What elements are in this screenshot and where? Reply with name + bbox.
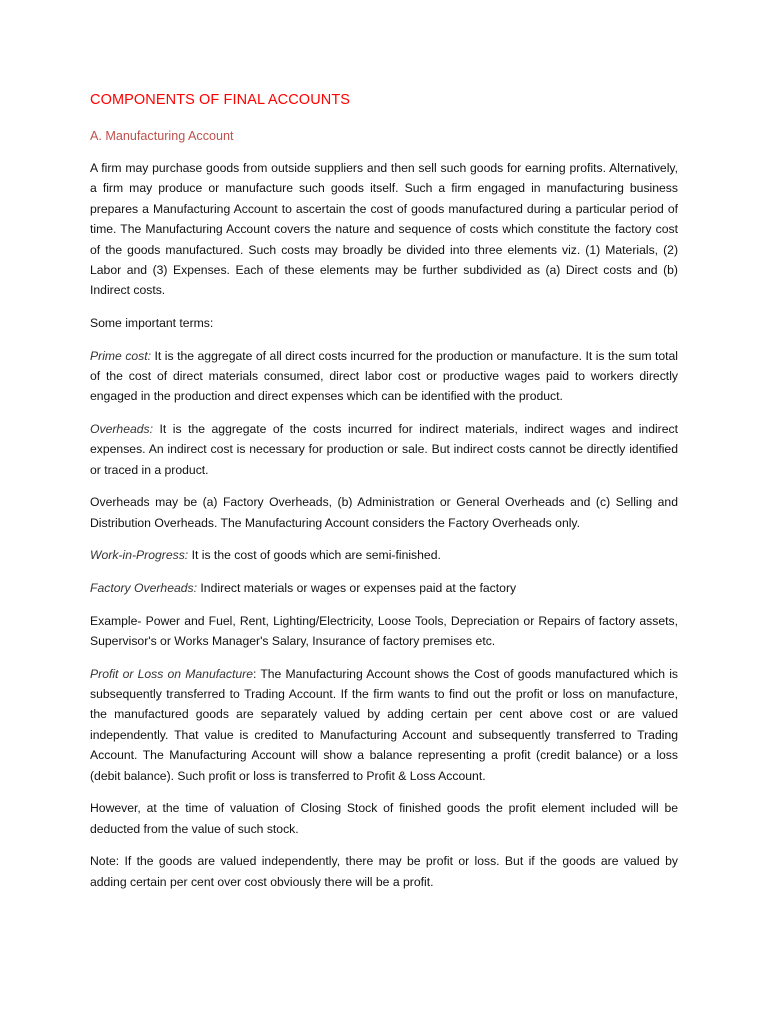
profit-loss-paragraph (90, 664, 678, 786)
overheads-types-paragraph: Overheads may be (a) Factory Overheads, (b) Administration or General Overheads and (c) Selling and Distribution Overheads. The Manufacturing Account considers the Factory Overheads only. (90, 495, 678, 530)
factory-overheads-definition: Indirect materials or wages or expenses paid at the factory (197, 581, 517, 596)
factory-overheads-paragraph (90, 578, 678, 598)
prime-cost-term: Prime cost: (90, 348, 152, 363)
profit-loss-definition: The Manufacturing Account shows the Cost of goods manufactured which is subsequently transferred to Trading Account. If the firm wants to find out the profit or loss on manufacture, the manufactured goods are separately valued by adding certain per cent above cost or are valued independently. That value is credited to Manufacturing Account and subsequently transferred to Trading Account. The Manufacturing Account will show a balance representing a profit (credit balance) or a loss (debit balance). Such profit or loss is transferred to Profit & Loss Account. (90, 666, 678, 783)
prime-cost-paragraph (90, 346, 678, 407)
intro-paragraph: A firm may purchase goods from outside suppliers and then sell such goods for earning profits. Alternatively, a firm may produce or manufacture such goods itself. Such a firm engaged in manufacturing business prepares a Manufacturing Account to ascertain the cost of goods manufactured during a particular period of time. The Manufacturing Account covers the nature and sequence of costs which constitute the factory cost of the goods manufactured. Such costs may broadly be divided into three elements viz. (1) Materials, (2) Labor and (3) Expenses. Each of these elements may be further subdivided as (a) Direct costs and (b) Indirect costs. (90, 161, 678, 298)
closing-stock-paragraph: However, at the time of valuation of Closing Stock of finished goods the profit element included will be deducted from the value of such stock. (90, 801, 678, 836)
section-heading-manufacturing-account: A. Manufacturing Account (90, 129, 234, 143)
example-paragraph: Example- Power and Fuel, Rent, Lighting/Electricity, Loose Tools, Depreciation or Repairs of factory assets, Supervisor's or Works Manager's Salary, Insurance of factory premises etc. (90, 613, 678, 649)
note-paragraph: Note: If the goods are valued independently, there may be profit or loss. But if the goods are valued by adding certain per cent over cost obviously there will be a profit. (90, 854, 678, 889)
wip-definition: It is the cost of goods which are semi-finished. (188, 548, 441, 563)
document-page (90, 88, 678, 904)
wip-term: Work-in-Progress: (90, 548, 189, 563)
overheads-definition: It is the aggregate of the costs incurred for indirect materials, indirect wages and indirect expenses. An indirect cost is necessary for production or sale. But indirect costs cannot be directly identified or traced in a product. (90, 422, 678, 477)
terms-heading: Some important terms: (90, 316, 214, 331)
overheads-term: Overheads: (90, 422, 154, 437)
profit-loss-colon: : (253, 666, 257, 681)
prime-cost-definition: It is the aggregate of all direct costs incurred for the production or manufacture. It is the sum total of the cost of direct materials consumed, direct labor cost or productive wages paid to workers directly engaged in the production and direct expenses which can be identified with the product. (90, 348, 678, 404)
profit-loss-term: Profit or Loss on Manufacture (90, 666, 253, 681)
factory-overheads-term: Factory Overheads: (90, 581, 198, 596)
page-title: COMPONENTS OF FINAL ACCOUNTS (90, 92, 351, 108)
overheads-paragraph (90, 419, 678, 480)
wip-paragraph (90, 545, 678, 565)
